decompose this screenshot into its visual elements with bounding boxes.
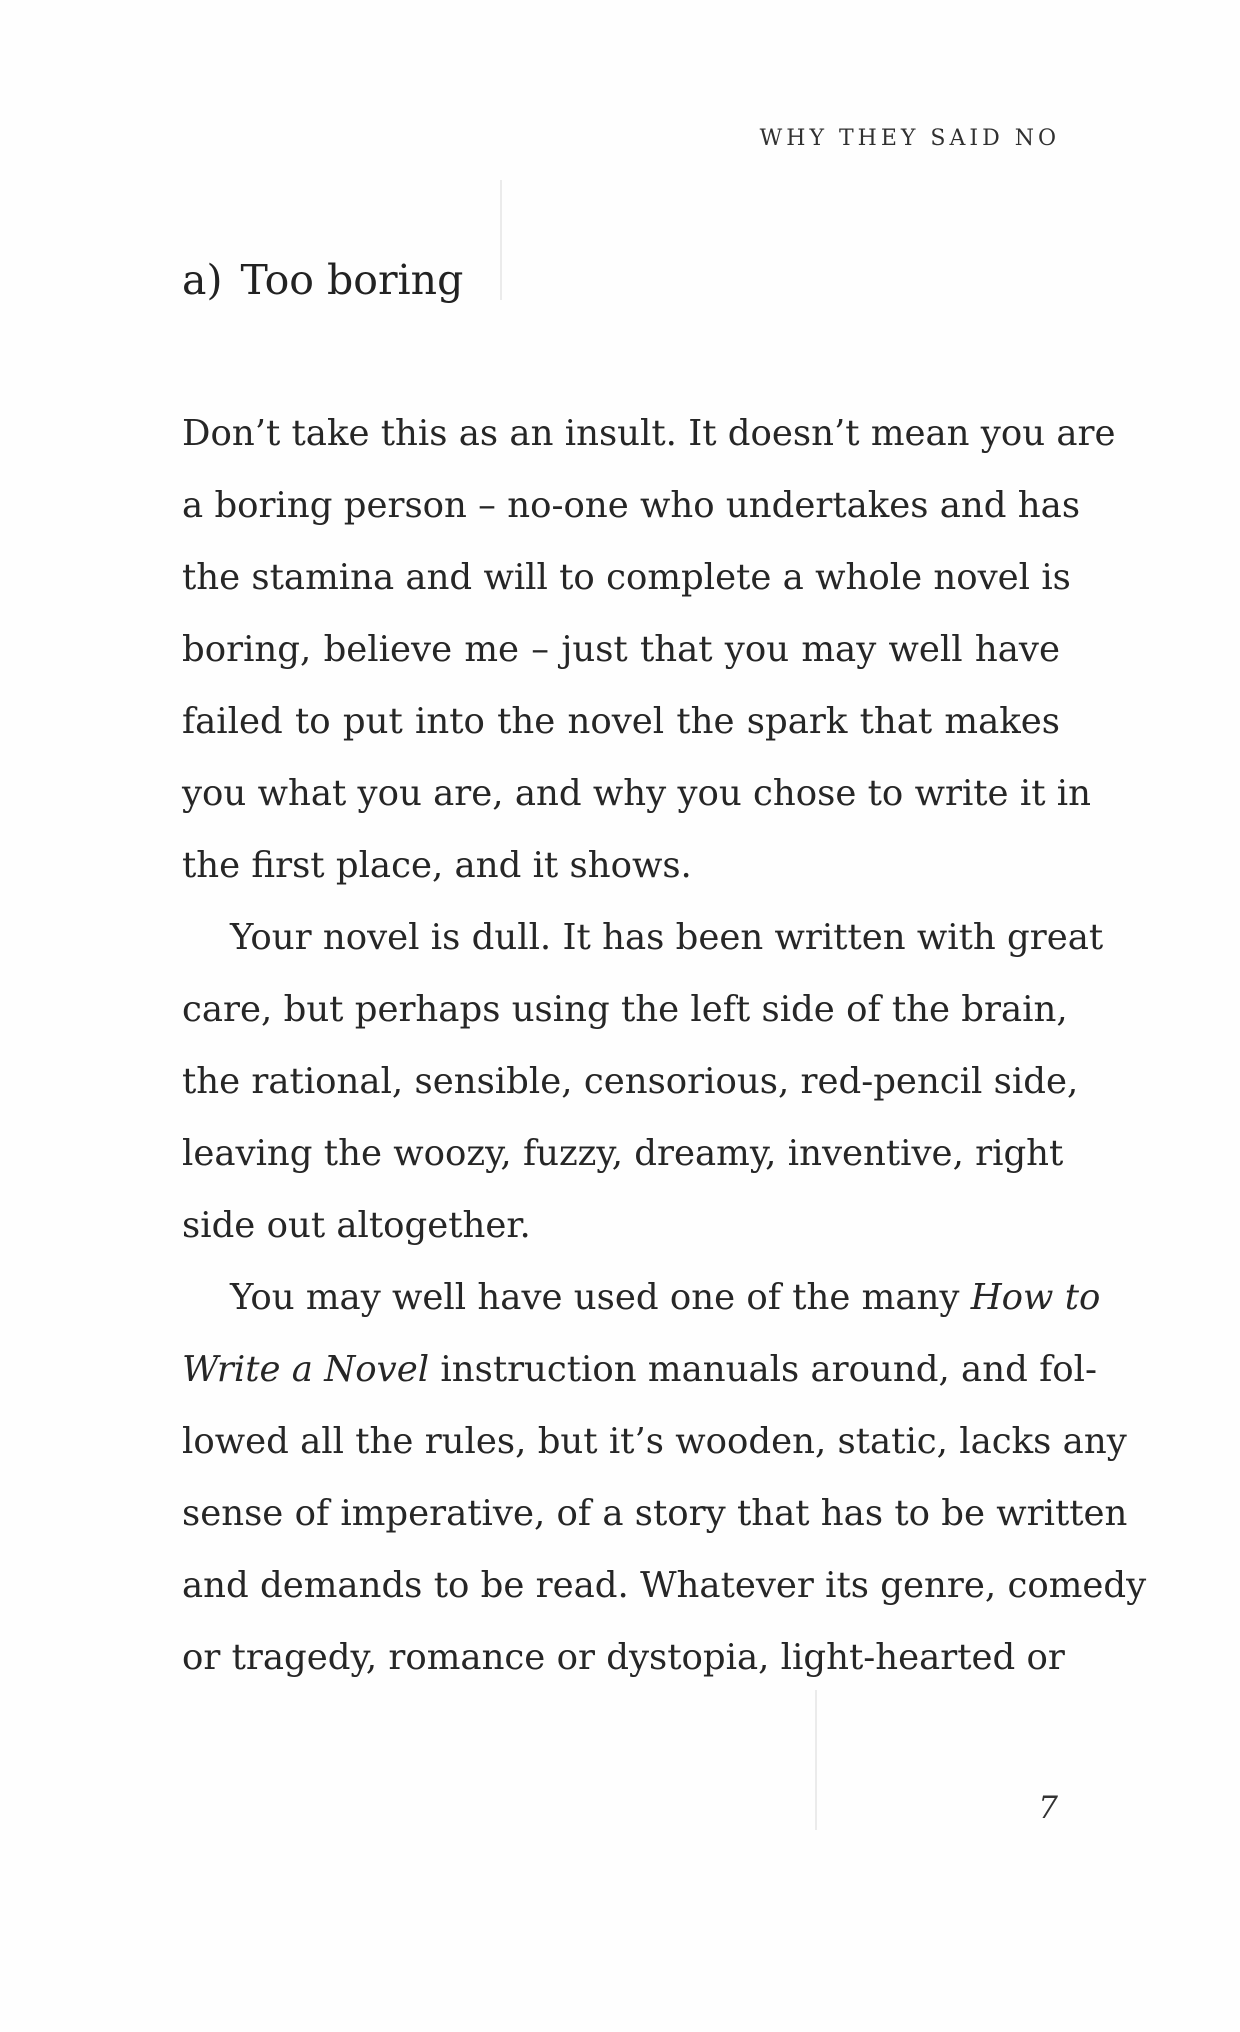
section-marker: a): [182, 256, 223, 304]
page-number: 7: [1038, 1790, 1058, 1826]
text-line: [182, 1334, 1097, 1406]
text-line: leaving the woozy, fuzzy, dreamy, inventive, right: [182, 1133, 1064, 1174]
text-line: and demands to be read. Whatever its genre, comedy: [182, 1565, 1147, 1606]
text-line: Your novel is dull. It has been written with great: [230, 917, 1104, 958]
text-line: lowed all the rules, but it’s wooden, static, lacks any: [182, 1421, 1127, 1462]
text-line: a boring person – no-one who undertakes and has: [182, 485, 1081, 526]
text-line: the rational, sensible, censorious, red-pencil side,: [182, 1061, 1079, 1102]
scan-artifact-line: [815, 1690, 817, 1830]
text-line: Don’t take this as an insult. It doesn’t mean you are: [182, 413, 1116, 454]
book-title-italic: Write a Novel: [182, 1349, 430, 1390]
text-line: boring, believe me – just that you may well have: [182, 629, 1060, 670]
text-line: [182, 1262, 1101, 1334]
text-line: the stamina and will to complete a whole novel is: [182, 557, 1071, 598]
text-segment: You may well have used one of the many: [230, 1277, 971, 1318]
running-head: WHY THEY SAID NO: [759, 126, 1060, 151]
text-line: failed to put into the novel the spark that makes: [182, 701, 1060, 742]
text-line: side out altogether.: [182, 1205, 531, 1246]
body-text: [182, 398, 1147, 1694]
text-line: you what you are, and why you chose to write it in: [182, 773, 1091, 814]
text-segment: instruction manuals around, and fol-: [429, 1349, 1097, 1390]
scan-artifact-line: [500, 180, 502, 300]
text-line: or tragedy, romance or dystopia, light-hearted or: [182, 1637, 1065, 1678]
section-heading: [182, 256, 463, 304]
section-title: Too boring: [240, 256, 464, 304]
text-line: care, but perhaps using the left side of the brain,: [182, 989, 1068, 1030]
text-line: the first place, and it shows.: [182, 845, 692, 886]
book-title-italic: How to: [970, 1277, 1101, 1318]
text-line: sense of imperative, of a story that has to be written: [182, 1493, 1128, 1534]
